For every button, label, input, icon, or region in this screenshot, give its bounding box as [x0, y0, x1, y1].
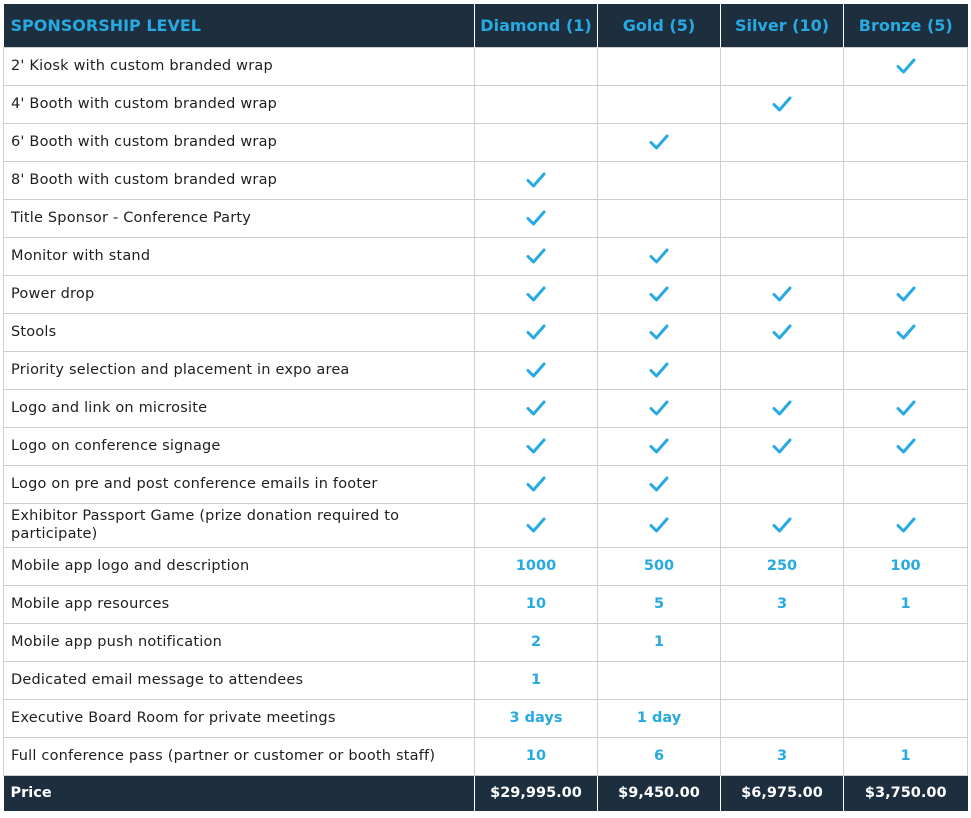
feature-label: Stools: [4, 313, 475, 351]
cell-silver: [721, 123, 844, 161]
cell-diamond: 1000: [475, 547, 598, 585]
cell-silver: [721, 465, 844, 503]
cell-silver: [721, 275, 844, 313]
checkmark-icon: [526, 517, 546, 533]
table-row: [4, 351, 968, 389]
cell-diamond: [475, 427, 598, 465]
cell-bronze: [844, 237, 968, 275]
cell-gold: 5: [598, 585, 721, 623]
cell-diamond: 10: [475, 737, 598, 775]
cell-diamond: 10: [475, 585, 598, 623]
feature-label: 2' Kiosk with custom branded wrap: [4, 47, 475, 85]
cell-bronze: [844, 85, 968, 123]
cell-silver: [721, 623, 844, 661]
cell-gold: [598, 237, 721, 275]
feature-label: Full conference pass (partner or customer or booth staff): [4, 737, 475, 775]
table-row: [4, 699, 968, 737]
table-row: [4, 389, 968, 427]
cell-gold: [598, 275, 721, 313]
feature-label: Executive Board Room for private meetings: [4, 699, 475, 737]
cell-bronze: [844, 47, 968, 85]
cell-bronze: [844, 623, 968, 661]
cell-diamond: [475, 199, 598, 237]
cell-silver: [721, 47, 844, 85]
checkmark-icon: [896, 324, 916, 340]
cell-bronze: [844, 161, 968, 199]
cell-gold: [598, 161, 721, 199]
table-row: [4, 585, 968, 623]
cell-silver: [721, 427, 844, 465]
cell-silver: [721, 351, 844, 389]
price-gold: $9,450.00: [598, 775, 721, 811]
checkmark-icon: [526, 286, 546, 302]
cell-bronze: [844, 275, 968, 313]
table-row: [4, 623, 968, 661]
table-row: [4, 275, 968, 313]
checkmark-icon: [649, 324, 669, 340]
cell-gold: [598, 123, 721, 161]
table-row: [4, 313, 968, 351]
feature-label: 6' Booth with custom branded wrap: [4, 123, 475, 161]
checkmark-icon: [896, 58, 916, 74]
checkmark-icon: [526, 210, 546, 226]
table-row: [4, 199, 968, 237]
cell-bronze: [844, 351, 968, 389]
table-row: [4, 123, 968, 161]
sponsorship-level-header: SPONSORSHIP LEVEL: [4, 4, 475, 47]
cell-bronze: 100: [844, 547, 968, 585]
checkmark-icon: [526, 172, 546, 188]
cell-silver: [721, 389, 844, 427]
table-row: [4, 237, 968, 275]
checkmark-icon: [649, 286, 669, 302]
checkmark-icon: [649, 517, 669, 533]
feature-label: 4' Booth with custom branded wrap: [4, 85, 475, 123]
checkmark-icon: [772, 324, 792, 340]
checkmark-icon: [526, 248, 546, 264]
cell-bronze: [844, 465, 968, 503]
cell-silver: [721, 661, 844, 699]
cell-silver: 250: [721, 547, 844, 585]
cell-bronze: [844, 199, 968, 237]
cell-silver: [721, 85, 844, 123]
price-diamond: $29,995.00: [475, 775, 598, 811]
cell-gold: [598, 661, 721, 699]
cell-diamond: 3 days: [475, 699, 598, 737]
cell-gold: 1: [598, 623, 721, 661]
table-row: [4, 161, 968, 199]
cell-bronze: [844, 389, 968, 427]
cell-gold: [598, 47, 721, 85]
cell-diamond: [475, 161, 598, 199]
price-bronze: $3,750.00: [844, 775, 968, 811]
cell-diamond: [475, 313, 598, 351]
cell-silver: 3: [721, 585, 844, 623]
table-row: [4, 465, 968, 503]
checkmark-icon: [649, 134, 669, 150]
cell-diamond: [475, 275, 598, 313]
cell-silver: [721, 503, 844, 547]
checkmark-icon: [896, 438, 916, 454]
checkmark-icon: [526, 476, 546, 492]
checkmark-icon: [649, 438, 669, 454]
table-row: [4, 661, 968, 699]
cell-gold: [598, 85, 721, 123]
table-row: [4, 737, 968, 775]
cell-diamond: [475, 85, 598, 123]
cell-gold: [598, 465, 721, 503]
feature-label: Mobile app logo and description: [4, 547, 475, 585]
cell-bronze: [844, 699, 968, 737]
feature-label: Dedicated email message to attendees: [4, 661, 475, 699]
price-silver: $6,975.00: [721, 775, 844, 811]
feature-label: Logo on conference signage: [4, 427, 475, 465]
cell-bronze: [844, 661, 968, 699]
table-row: [4, 47, 968, 85]
feature-label: Power drop: [4, 275, 475, 313]
cell-silver: [721, 199, 844, 237]
cell-diamond: [475, 503, 598, 547]
cell-bronze: [844, 427, 968, 465]
cell-bronze: 1: [844, 585, 968, 623]
checkmark-icon: [649, 362, 669, 378]
cell-silver: [721, 237, 844, 275]
cell-gold: [598, 199, 721, 237]
cell-gold: [598, 503, 721, 547]
checkmark-icon: [896, 517, 916, 533]
checkmark-icon: [526, 438, 546, 454]
header-row: [4, 4, 968, 47]
checkmark-icon: [772, 517, 792, 533]
cell-diamond: [475, 389, 598, 427]
cell-diamond: [475, 47, 598, 85]
feature-label: Exhibitor Passport Game (prize donation required to participate): [4, 503, 475, 547]
feature-label: Logo and link on microsite: [4, 389, 475, 427]
cell-diamond: [475, 123, 598, 161]
cell-bronze: [844, 123, 968, 161]
feature-label: Mobile app resources: [4, 585, 475, 623]
checkmark-icon: [649, 476, 669, 492]
cell-silver: [721, 313, 844, 351]
checkmark-icon: [526, 400, 546, 416]
tier-header-gold: Gold (5): [598, 4, 721, 47]
checkmark-icon: [526, 362, 546, 378]
feature-label: Monitor with stand: [4, 237, 475, 275]
checkmark-icon: [772, 400, 792, 416]
cell-gold: 6: [598, 737, 721, 775]
cell-silver: [721, 699, 844, 737]
checkmark-icon: [526, 324, 546, 340]
checkmark-icon: [772, 286, 792, 302]
feature-label: Title Sponsor - Conference Party: [4, 199, 475, 237]
cell-silver: [721, 161, 844, 199]
checkmark-icon: [896, 400, 916, 416]
cell-diamond: 2: [475, 623, 598, 661]
price-row: [4, 775, 968, 811]
cell-gold: [598, 351, 721, 389]
checkmark-icon: [772, 438, 792, 454]
cell-bronze: 1: [844, 737, 968, 775]
table-row: [4, 85, 968, 123]
cell-gold: 500: [598, 547, 721, 585]
checkmark-icon: [896, 286, 916, 302]
cell-diamond: 1: [475, 661, 598, 699]
table-row: [4, 427, 968, 465]
tier-header-bronze: Bronze (5): [844, 4, 968, 47]
checkmark-icon: [649, 248, 669, 264]
feature-label: Mobile app push notification: [4, 623, 475, 661]
cell-bronze: [844, 503, 968, 547]
price-label: Price: [4, 775, 475, 811]
cell-silver: 3: [721, 737, 844, 775]
table-row: [4, 503, 968, 547]
cell-gold: [598, 389, 721, 427]
tier-header-silver: Silver (10): [721, 4, 844, 47]
checkmark-icon: [649, 400, 669, 416]
sponsorship-table: [3, 4, 968, 811]
cell-gold: 1 day: [598, 699, 721, 737]
feature-label: 8' Booth with custom branded wrap: [4, 161, 475, 199]
cell-diamond: [475, 465, 598, 503]
feature-label: Priority selection and placement in expo area: [4, 351, 475, 389]
cell-bronze: [844, 313, 968, 351]
cell-diamond: [475, 351, 598, 389]
cell-gold: [598, 313, 721, 351]
checkmark-icon: [772, 96, 792, 112]
feature-label: Logo on pre and post conference emails in footer: [4, 465, 475, 503]
tier-header-diamond: Diamond (1): [475, 4, 598, 47]
table-row: [4, 547, 968, 585]
cell-gold: [598, 427, 721, 465]
cell-diamond: [475, 237, 598, 275]
